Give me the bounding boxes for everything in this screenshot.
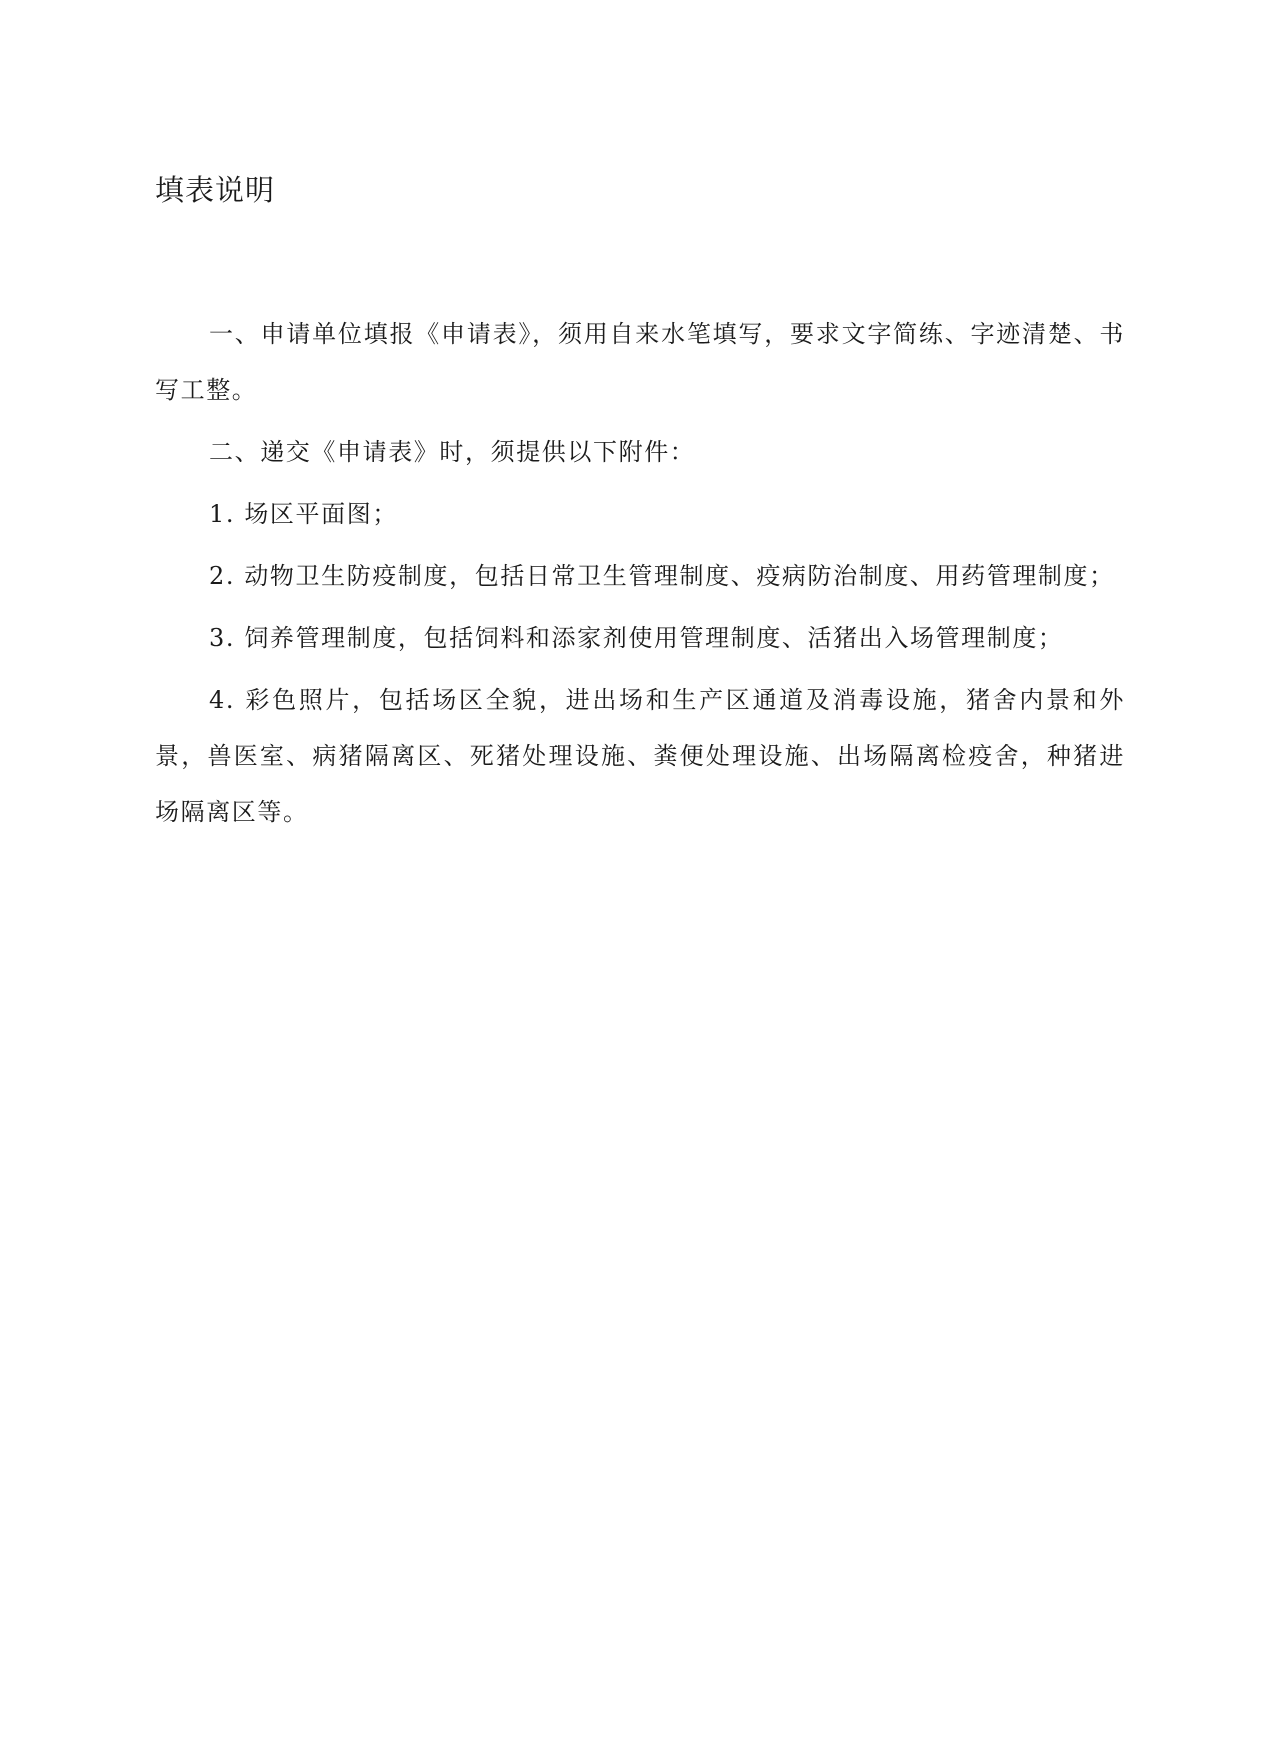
instruction-text: 二、递交《申请表》时，须提供以下附件： <box>209 438 696 466</box>
attachment-text: 3. 饲养管理制度，包括饲料和添家剂使用管理制度、活猪出入场管理制度； <box>209 624 1064 652</box>
instruction-text: 一、申请单位填报《申请表》，须用自来水笔填写，要求文字简练、字迹清楚、书写工整。 <box>155 320 1125 404</box>
instruction-paragraph-2 <box>155 424 1125 480</box>
instructions-body <box>155 306 1125 846</box>
document-title: 填表说明 <box>155 173 276 207</box>
attachment-item-1 <box>155 486 1125 542</box>
instruction-paragraph-1 <box>155 306 1125 418</box>
attachment-text: 1. 场区平面图； <box>209 500 398 528</box>
attachment-item-3 <box>155 610 1125 666</box>
attachment-item-2 <box>155 548 1125 604</box>
attachment-item-4 <box>155 672 1125 840</box>
attachment-text: 4. 彩色照片，包括场区全貌，进出场和生产区通道及消毒设施，猪舍内景和外景，兽医室、病猪隔离区、死猪处理设施、粪便处理设施、出场隔离检疫舍，种猪进场隔离区等。 <box>155 686 1125 826</box>
attachment-text: 2. 动物卫生防疫制度，包括日常卫生管理制度、疫病防治制度、用药管理制度； <box>209 562 1115 590</box>
